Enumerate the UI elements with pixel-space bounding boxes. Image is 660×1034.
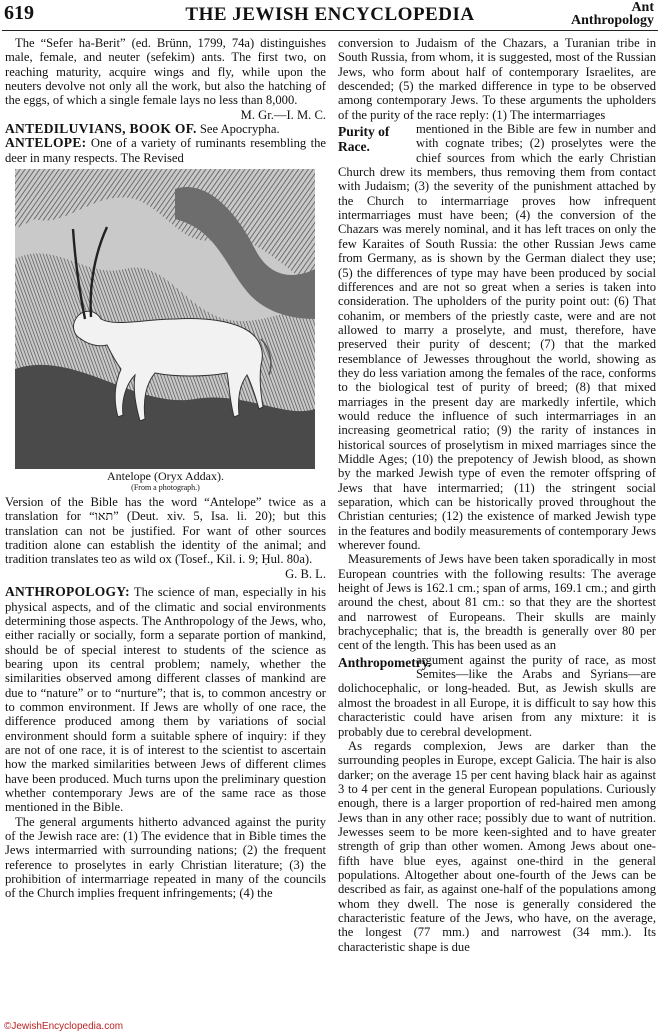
antelope-signature: G. B. L. (285, 566, 326, 581)
copyright-footer: ©JewishEncyclopedia.com (4, 1021, 124, 1032)
figure-title: Antelope (Oryx Addax). (107, 469, 224, 484)
running-title: THE JEWISH ENCYCLOPEDIA (185, 4, 475, 25)
sidenote-anthropometry: Anthropometry. (338, 654, 432, 670)
skull-paragraph: argument against the purity of race, as most Semites—like the Arabs and Syrians—are dolichocephalic, or long-headed. But, as Jewish skulls are almost the broadest in all Europe, it is difficult to say how this characteristic could have arisen from any mixture: it is probably due to cerebral development. (338, 652, 656, 739)
antediluvians-headword: ANTEDILUVIANS, BOOK OF. (5, 121, 197, 137)
antelope-entry (5, 136, 326, 165)
arguments-paragraph: The general arguments hitherto advanced against the purity of the Jewish race are: (1) The evidence that in Bible times the Jews intermarried with surrounding nations; (2) the frequent reference to proselytes in early Christian literature; (3) the prohibition of intermarriage repeated in many of the councils of the Church implies frequent infringements; (4) the (5, 814, 326, 901)
header-rule (2, 30, 658, 31)
complexion-paragraph: As regards complexion, Jews are darker than the surrounding peoples in Europe, except Galicia. The hair is also darker; on the average 15 per cent having black hair as against 3 to 4 per cent in the general European populations. Curiously enough, there is a larger proportion of red-haired men among Jews than in any other race; possibly due to want of nutrition. Jewesses seem to be more keen-sighted and to have greater strength of grip than other women. Among Jews about one-fifth have blue eyes, against one-third in the general populations. Altogether about one-fourth of the Jews can be described as fair, as against one-half of the populations among whom they dwell. The nose is generally considered the characteristic feature of the Jews, who have, on the average, the longest (77 mm.) and narrowest (34 mm.). Its characteristic shape is due (338, 738, 656, 954)
page-header (0, 0, 660, 30)
antelope-paragraph: Version of the Bible has the word “Antelope” twice as a translation for “תאו” (Deut. xiv. 5, Isa. li. 20); but this translation can not be justified. For want of other sources tradition alone can establish the identity of the animal; and tradition translates teo as wild ox (Tosef., Kil. i. 9; Ḥul. 80a). (5, 495, 326, 567)
antelope-illustration (15, 169, 315, 469)
figure-source: (From a photograph.) (131, 483, 200, 493)
keyword-first: Ant (631, 0, 654, 15)
measurements-paragraph: Measurements of Jews have been taken sporadically in most European countries with the following results: The average height of Jews is 162.1 cm.; span of arms, 169.1 cm.; and girth around the chest, about 81 cm.: so that they are the shortest and narrowest of Europeans. Their skulls are mainly brachycephalic; that is, the breadth is generally over 80 per cent of the length. This has been used as an (338, 552, 656, 653)
purity-paragraph: mentioned in the Bible are few in number and with cognate tribes; (2) proselytes were the chief sources from which the early Christian Church drew its members, thus removing them from contact with Judaism; (3) the severity of the punishment attached by the Church to intermarriage proves how infrequent intermarriages must have been; (4) the conversion of the Chazars was merely nominal, and it has left traces on only the few Karaites of South Russia: the other Russian Jews came from Germany, as is shown by the German dialect they use; (5) the differences of type may have been produced by social differences and are not so great when a series is taken into consideration. The upholders of the purity point out: (6) That cohanim, or members of the priestly caste, were and are not allowed to marry a proselyte, and must, therefore, have preserved their purity of descent; (7) that the marked resemblance of Jewesses throughout the world, showing as they do less variation among the females of the race, conforms to the biological test of purity of breed; (8) that mixed marriages in the present day are markedly infertile, which would reduce the influence of such intermarriages in an increasing geometrical ratio; (9) the rarity of instances in historical sources of proselytism in mixed marriages since the Middle Ages; (10) the prepotency of Jewish blood, as shown by the marked Jewish type of even the remoter offspring of Jews that have intermarried; (11) the stringent social separation, which can be historically proved throughout the Christian centuries; (12) the existence of marked Jewish type in the features and bodily measurements of contemporary Jews wherever found. (338, 122, 656, 553)
ant-paragraph: The “Sefer ha-Berit” (ed. Brünn, 1799, 74a) distinguishes male, female, and neuter (sefekim) ants. The first two, on reaching maturity, acquire wings and fly, while upon the neuters devolve not only all the work, but also the hatching of the eggs, of which a single female lays no less than 8,000. (5, 36, 326, 108)
right-column (338, 36, 656, 954)
anthropology-entry (5, 585, 326, 815)
antediluvians-text: See Apocrypha. (196, 122, 280, 137)
antediluvians-entry (5, 122, 326, 136)
anthropology-text: The science of man, especially in his physical aspects, and of the climatic and social environments determining those aspects. The Anthropology of the Jews, who, either racially or socially, form a separate portion of mankind, should be of special interest to students of the science as bearing upon its central problem; namely, whether the similarities observed among different classes of mankind are due to “nature” or to “nurture”; that is, to common ancestry or to common environment. If Jews are wholly of one race, the difference produced among them by variations of social environment should form a suitable sphere of inquiry: if they are not of one race, it is of interest to the scientist to ascertain how the marked similarities between Jews of different climes have been produced. Much turns upon the preliminary question whether contemporary Jews are of the same race as those mentioned in the Bible. (5, 585, 326, 815)
antelope-engraving (15, 169, 315, 469)
chazars-paragraph: conversion to Judaism of the Chazars, a Turanian tribe in South Russia, from whom, it is suggested, most of the Russian Jews, who form about half of contemporary Israelites, are descended; (5) the marked difference in type to be observed among contemporary Jews. To these arguments the upholders of the purity of the race reply: (1) The intermarriages (338, 36, 656, 122)
ant-signature: M. Gr.—I. M. C. (240, 107, 326, 122)
keyword-last: Anthropology (571, 13, 654, 28)
antelope-text: One of a variety of ruminants resembling the deer in many respects. The Revised (5, 136, 326, 165)
sidenote-purity-of-race: Purity of Race. (338, 124, 390, 155)
header-keywords (571, 1, 654, 27)
anthropology-headword: ANTHROPOLOGY: (5, 584, 130, 600)
figure-caption (5, 469, 326, 493)
page-number: 619 (4, 2, 34, 24)
left-column (5, 36, 326, 901)
antelope-headword: ANTELOPE: (5, 135, 87, 151)
